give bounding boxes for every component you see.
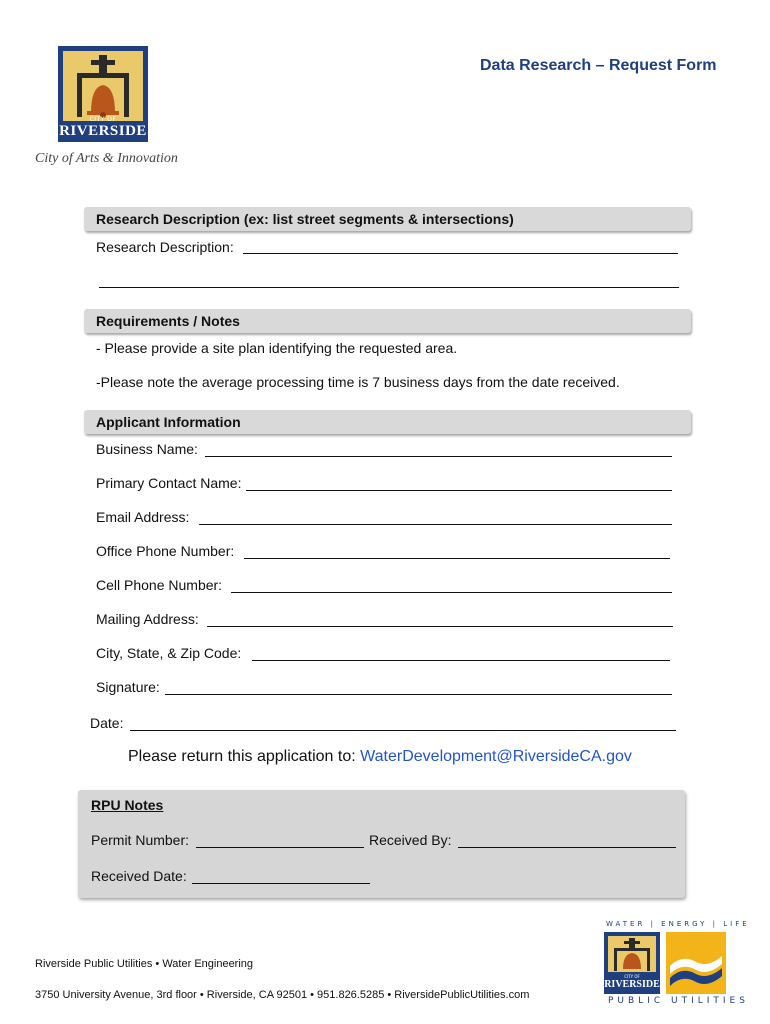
date-field[interactable]	[130, 730, 676, 731]
research-section-header	[84, 207, 691, 231]
office-phone-label: Office Phone Number:	[96, 543, 235, 559]
business-name-label: Business Name:	[96, 441, 198, 457]
email-field[interactable]	[199, 524, 672, 525]
permit-number-label: Permit Number:	[91, 832, 190, 848]
water-wave-icon	[666, 932, 726, 994]
rpu-logo-city-of: CITY OF	[624, 974, 640, 979]
rpu-logo-title: PUBLIC UTILITIES	[608, 996, 749, 1006]
requirement-note-2: -Please note the average processing time is 7 business days from the date received.	[96, 374, 620, 390]
signature-field[interactable]	[165, 694, 672, 695]
footer-address: 3750 University Avenue, 3rd floor • Riverside, CA 92501 • 951.826.5285 • RiversidePublicUtilities.com	[35, 989, 530, 1001]
office-phone-field[interactable]	[244, 558, 670, 559]
city-state-zip-label: City, State, & Zip Code:	[96, 645, 242, 661]
logo-riverside: RIVERSIDE	[59, 123, 147, 139]
requirements-section-header	[84, 309, 691, 333]
return-instructions	[128, 748, 632, 766]
requirements-heading: Requirements / Notes	[96, 313, 240, 329]
business-name-field[interactable]	[205, 456, 672, 457]
research-heading: Research Description (ex: list street segments & intersections)	[96, 211, 514, 227]
research-description-label: Research Description:	[96, 239, 234, 255]
rpu-logo-slogan: WATER | ENERGY | LIFE	[606, 920, 750, 928]
rpu-logo-wave-panel	[666, 932, 726, 994]
signature-label: Signature:	[96, 679, 160, 695]
footer-department: Riverside Public Utilities • Water Engineering	[35, 958, 254, 970]
primary-contact-field[interactable]	[246, 490, 672, 491]
mailing-address-label: Mailing Address:	[96, 611, 199, 627]
bell-emblem	[63, 51, 143, 121]
received-date-label: Received Date:	[91, 868, 187, 884]
city-state-zip-field[interactable]	[252, 660, 670, 661]
page-title: Data Research – Request Form	[480, 57, 717, 74]
bell-icon	[63, 51, 143, 121]
date-label: Date:	[90, 715, 124, 731]
applicant-section-header	[84, 410, 691, 434]
research-description-field-2[interactable]	[99, 287, 679, 288]
rpu-bell-icon	[604, 934, 660, 974]
logo-city-of: CITY OF	[89, 116, 117, 123]
cell-phone-label: Cell Phone Number:	[96, 577, 223, 593]
return-email-link[interactable]: WaterDevelopment@RiversideCA.gov	[360, 748, 632, 765]
primary-contact-label: Primary Contact Name:	[96, 475, 242, 491]
received-by-field[interactable]	[458, 847, 676, 848]
rpu-logo-city-emblem	[604, 932, 660, 994]
received-by-label: Received By:	[369, 832, 452, 848]
requirement-note-1: - Please provide a site plan identifying the requested area.	[96, 340, 458, 356]
permit-number-field[interactable]	[196, 847, 364, 848]
rpu-notes-heading: RPU Notes	[91, 797, 164, 813]
received-date-field[interactable]	[192, 883, 370, 884]
email-label: Email Address:	[96, 509, 190, 525]
research-description-field[interactable]	[243, 253, 678, 254]
applicant-heading: Applicant Information	[96, 414, 241, 430]
rpu-logo-riverside: RIVERSIDE	[604, 979, 660, 990]
tagline: City of Arts & Innovation	[35, 151, 178, 166]
rpu-notes-box	[78, 790, 685, 898]
mailing-address-field[interactable]	[207, 626, 673, 627]
city-logo	[58, 46, 148, 142]
return-text: Please return this application to:	[128, 748, 361, 765]
cell-phone-field[interactable]	[231, 592, 672, 593]
